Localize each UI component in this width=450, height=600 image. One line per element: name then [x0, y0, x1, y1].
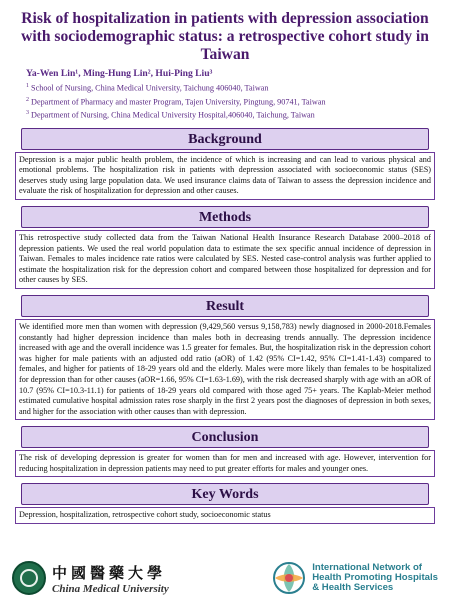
- affiliation-1-text: School of Nursing, China Medical University, Taichung 406040, Taiwan: [31, 83, 269, 93]
- hph-line-1: International Network of: [312, 561, 423, 573]
- poster-title: Risk of hospitalization in patients with depression association with sociodemographic status: a retrospective cohort study in Taiwan: [21, 10, 429, 63]
- result-body: We identified more men than women with depression (9,429,560 versus 9,158,783) newly diagnosed in 2000-2018.Females constantly had higher depression incidence than males both in decreasing trends annually. The depression incidence increased with age and the overall incidence was 1.5 greater for females. But, the hospitalization risk in the depression cohort was higher for male patients with an adjusted odd ratio (aOR) of 1.42 (95% CI=1.42, 95% CI=1.41-1.43) compared to females, and higher for patients of 18-29 years old and the elderly. Males were more likely than females to be hospitalized for depression than for other causes (aOR=1.66, 95% CI=1.63-1.69), with the risk decreased sharply with age with an aOR of 10.7 (95% CI=10.3-11.1) for patients of 18-29 years old compared with those aged 75+ years. The Kaplab-Meier method estimated cumulative hospital admission rates rose sharply in the first 2 years post the diagnoses of depression in both sexes, and higher for the association with other causes than with depression.: [15, 319, 435, 420]
- methods-heading: Methods: [21, 206, 429, 228]
- cmu-english-name: China Medical University: [52, 582, 169, 595]
- result-heading: Result: [21, 295, 429, 317]
- author-list: Ya-Wen Lin¹, Ming-Hung Lin², Hui-Ping Liu³: [26, 68, 213, 79]
- cmu-logo: [12, 561, 222, 595]
- affiliation-3-num: 3: [26, 110, 29, 117]
- affiliation-2-text: Department of Pharmacy and master Program, Tajen University, Pingtung, 90741, Taiwan: [31, 97, 326, 107]
- background-heading: Background: [21, 128, 429, 150]
- hph-line-2: Health Promoting Hospitals: [312, 571, 438, 583]
- cmu-chinese-name: 中國醫藥大學: [52, 563, 167, 582]
- affiliation-1: [26, 81, 436, 95]
- keywords-body: Depression, hospitalization, retrospective cohort study, socioeconomic status: [15, 507, 435, 524]
- background-body: Depression is a major public health problem, the incidence of which is increasing and can lead to various physical and emotional problems. The hospitalization risk in patients with depression associated with socioeconomic status (SES) deserves study using large population data. We used insurance claims data of Taiwan to assess the depression incidence and evaluate the risk of hospitalization for depression and other causes.: [15, 152, 435, 200]
- methods-body: This retrospective study collected data from the Taiwan National Health Insurance Research Database 2000–2018 of depression patients. We used the real world population data to estimate the sex specific annual incidence of depression in Taiwan. Females to males incidence rate ratios were calculated by SES. Nested case-control analysis was further applied to estimate the hospitalization risk for the depression cohort and compared between those hospitalized for depression and for other causes by SES.: [15, 230, 435, 289]
- conclusion-heading: Conclusion: [21, 426, 429, 448]
- affiliation-3-text: Department of Nursing, China Medical University Hospital,406040, Taichung, Taiwan: [31, 110, 315, 120]
- footer-logos: [0, 556, 450, 600]
- hph-logo: [272, 561, 438, 595]
- affiliation-2: [26, 95, 436, 109]
- conclusion-body: The risk of developing depression is greater for women than for men and increased with age. However, intervention for reducing hospitalization in depression patients may need to put greater efforts for males and younger ones.: [15, 450, 435, 477]
- hph-line-3: & Health Services: [312, 582, 394, 594]
- keywords-heading: Key Words: [21, 483, 429, 505]
- hph-network-icon: [272, 561, 306, 595]
- affiliation-3: [26, 108, 436, 122]
- affiliation-2-num: 2: [26, 96, 29, 103]
- affiliation-1-num: 1: [26, 83, 29, 89]
- cmu-seal-icon: [12, 561, 46, 595]
